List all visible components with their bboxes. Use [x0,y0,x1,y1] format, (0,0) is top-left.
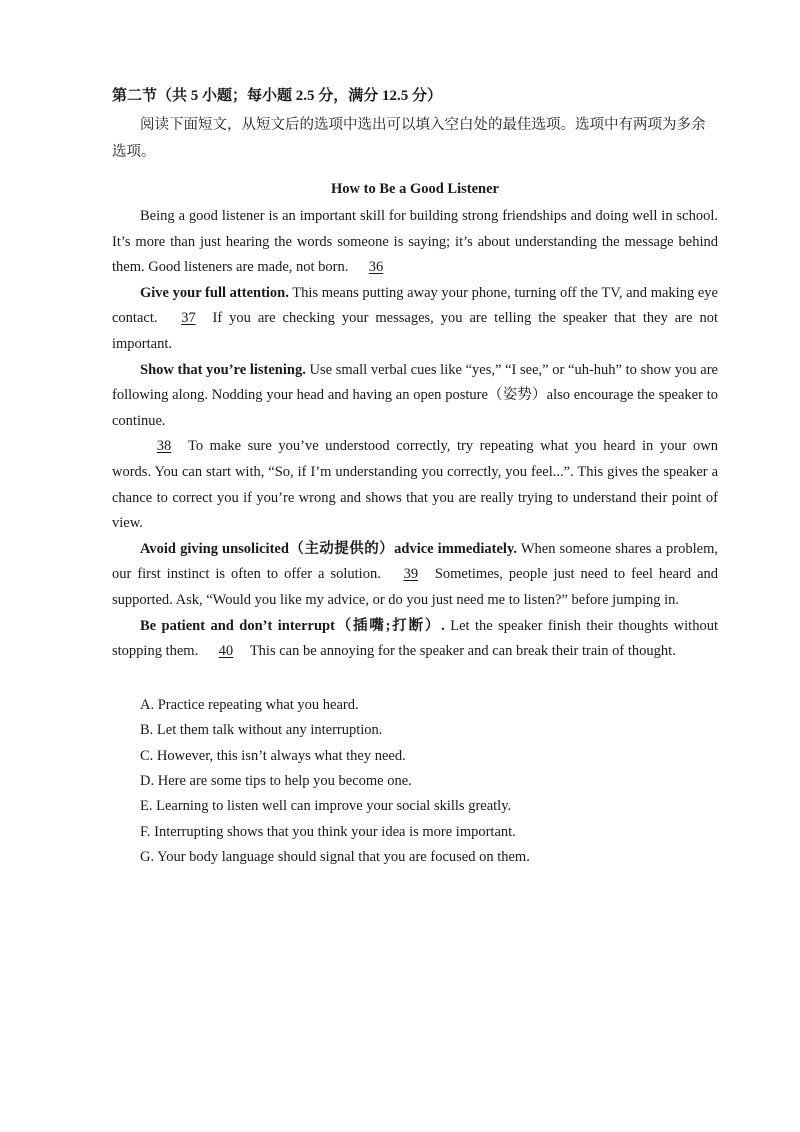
paragraph-4 [112,434,718,536]
paragraph-3-text: Use small verbal cues like “yes,” “I see,” or “uh-huh” to show you are following along. Nodding your head and having an open posture（姿势）also encourage the speaker to continue. [112,361,718,429]
passage-title: How to Be a Good Listener [331,181,499,197]
option-c: C. However, this isn’t always what they need. [140,747,406,764]
section-instructions: 阅读下面短文，从短文后的选项中选出可以填入空白处的最佳选项。选项中有两项为多余选项。 [112,117,706,160]
paragraph-6-text-a: Let the speaker finish their thoughts without stopping them. [112,617,718,660]
answer-options [112,693,718,871]
paragraph-5-text-a: When someone shares a problem, our first instinct is often to offer a solution. [112,540,718,583]
option-a: A. Practice repeating what you heard. [140,696,359,713]
option-b: B. Let them talk without any interruption. [140,722,383,739]
blank-39: 39 [403,566,419,583]
paragraph-2-text-a: This means putting away your phone, turning off the TV, and making eye contact. [112,284,718,327]
paragraph-3-topic: Show that you’re listening. [140,361,306,378]
option-g: G. Your body language should signal that you are focused on them. [140,849,530,866]
section-heading: 第二节（共 5 小题；每小题 2.5 分，满分 12.5 分） [112,88,443,104]
option-f: F. Interrupting shows that you think your idea is more important. [140,823,516,840]
paragraph-5-text-b: Sometimes, people just need to feel heard and supported. Ask, “Would you like my advice, or do you just need me to listen?” before jumping in. [112,566,719,608]
blank-36: 36 [368,259,384,276]
option-e: E. Learning to listen well can improve your social skills greatly. [140,798,512,815]
paragraph-2-text-b: If you are checking your messages, you are telling the speaker that they are not important. [112,310,719,352]
paragraph-1 [112,204,718,281]
paragraph-3 [112,358,718,435]
paragraph-5-topic: Avoid giving unsolicited（主动提供的）advice immediately. [140,540,518,557]
paragraph-6-text-b: This can be annoying for the speaker and can break their train of thought. [249,643,676,660]
blank-40: 40 [218,643,234,660]
blank-38: 38 [156,438,172,455]
paragraph-6-topic: Be patient and don’t interrupt（插嘴;打断）. [140,617,445,634]
paragraph-5 [112,537,718,614]
option-d: D. Here are some tips to help you become one. [140,772,412,789]
paragraph-4-text: To make sure you’ve understood correctly, try repeating what you heard in your own words. You can start with, “So, if I’m understanding you correctly, you feel...”. This gives the speaker a chance to correct you if you’re wrong and shows that you are really trying to understand their point of view. [112,438,718,532]
paragraph-2 [112,281,718,358]
paragraph-6 [112,614,718,665]
paragraph-2-topic: Give your full attention. [140,284,289,301]
paragraph-1-text: Being a good listener is an important skill for building strong friendships and doing well in school. It’s more than just hearing the words someone is saying; it’s about understanding the message behind them. Good listeners are made, not born. [112,208,718,276]
blank-37: 37 [181,310,196,327]
